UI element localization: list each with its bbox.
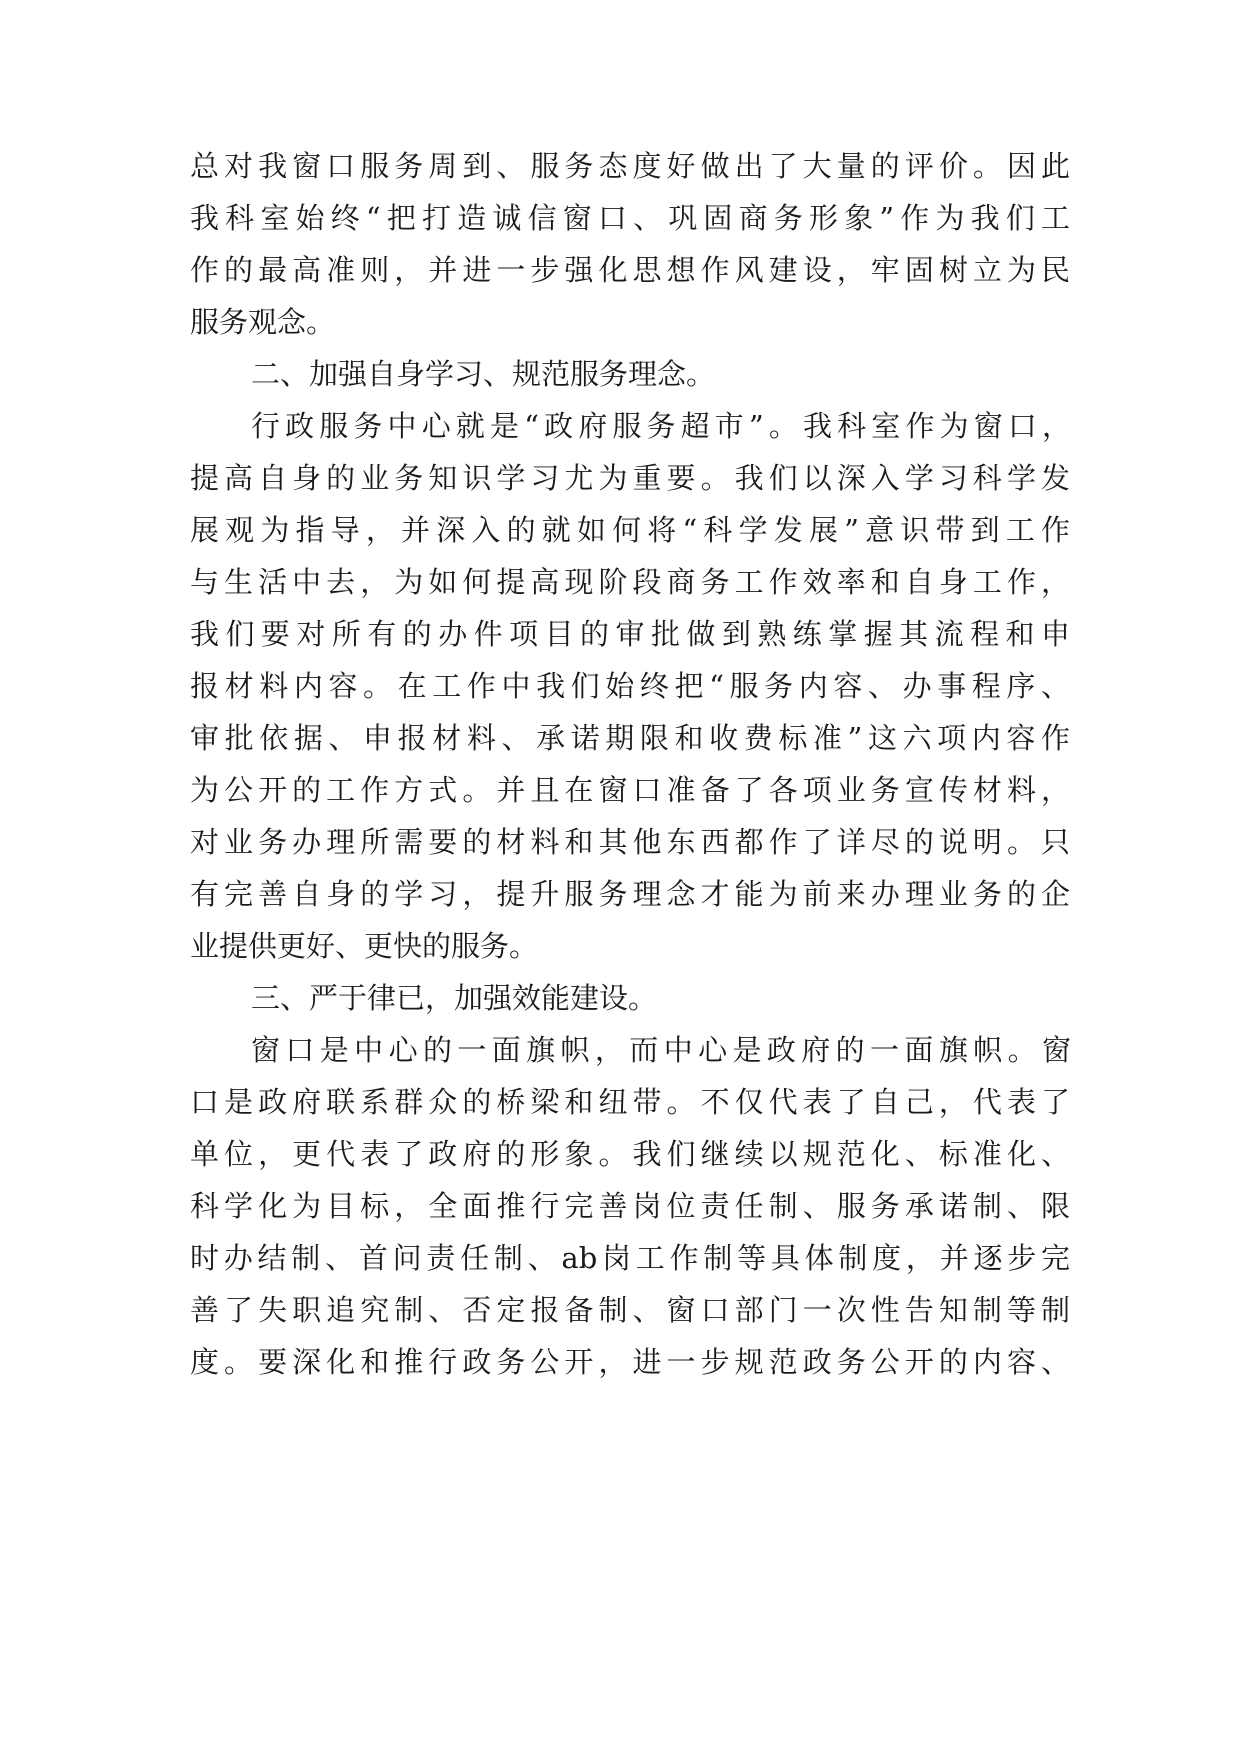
paragraph-line: 为公开的工作方式。并且在窗口准备了各项业务宣传材料， bbox=[190, 773, 1070, 807]
paragraph-line: 与生活中去，为如何提高现阶段商务工作效率和自身工作， bbox=[190, 565, 1070, 599]
section-heading-2: 二、加强自身学习、规范服务理念。 bbox=[251, 357, 716, 391]
paragraph-line: 行政服务中心就是“政府服务超市”。我科室作为窗口， bbox=[251, 409, 1071, 443]
paragraph-line: 我们要对所有的办件项目的审批做到熟练掌握其流程和申 bbox=[190, 617, 1070, 651]
paragraph-line: 我科室始终“把打造诚信窗口、巩固商务形象”作为我们工 bbox=[190, 201, 1070, 235]
paragraph-line: 提高自身的业务知识学习尤为重要。我们以深入学习科学发 bbox=[190, 461, 1070, 495]
section-heading-3: 三、严于律已，加强效能建设。 bbox=[251, 981, 658, 1015]
paragraph-line: 善了失职追究制、否定报备制、窗口部门一次性告知制等制 bbox=[190, 1293, 1070, 1327]
paragraph-line: 服务观念。 bbox=[190, 305, 336, 339]
paragraph-line: 科学化为目标，全面推行完善岗位责任制、服务承诺制、限 bbox=[190, 1189, 1070, 1223]
paragraph-line: 口是政府联系群众的桥梁和纽带。不仅代表了自己，代表了 bbox=[190, 1085, 1070, 1119]
paragraph-line: 作的最高准则，并进一步强化思想作风建设，牢固树立为民 bbox=[190, 253, 1070, 287]
paragraph-line: 展观为指导，并深入的就如何将“科学发展”意识带到工作 bbox=[190, 513, 1070, 547]
paragraph-line: 报材料内容。在工作中我们始终把“服务内容、办事程序、 bbox=[190, 669, 1070, 703]
paragraph-line: 总对我窗口服务周到、服务态度好做出了大量的评价。因此 bbox=[190, 149, 1070, 183]
paragraph-line: 时办结制、首问责任制、ab岗工作制等具体制度，并逐步完 bbox=[190, 1241, 1070, 1275]
paragraph-line: 有完善自身的学习，提升服务理念才能为前来办理业务的企 bbox=[190, 877, 1070, 911]
paragraph-line: 窗口是中心的一面旗帜，而中心是政府的一面旗帜。窗 bbox=[251, 1033, 1071, 1067]
paragraph-line: 单位，更代表了政府的形象。我们继续以规范化、标准化、 bbox=[190, 1137, 1070, 1171]
paragraph-line: 度。要深化和推行政务公开，进一步规范政务公开的内容、 bbox=[190, 1345, 1070, 1379]
paragraph-line: 审批依据、申报材料、承诺期限和收费标准”这六项内容作 bbox=[190, 721, 1070, 755]
paragraph-line: 业提供更好、更快的服务。 bbox=[190, 929, 539, 963]
paragraph-line: 对业务办理所需要的材料和其他东西都作了详尽的说明。只 bbox=[190, 825, 1070, 859]
